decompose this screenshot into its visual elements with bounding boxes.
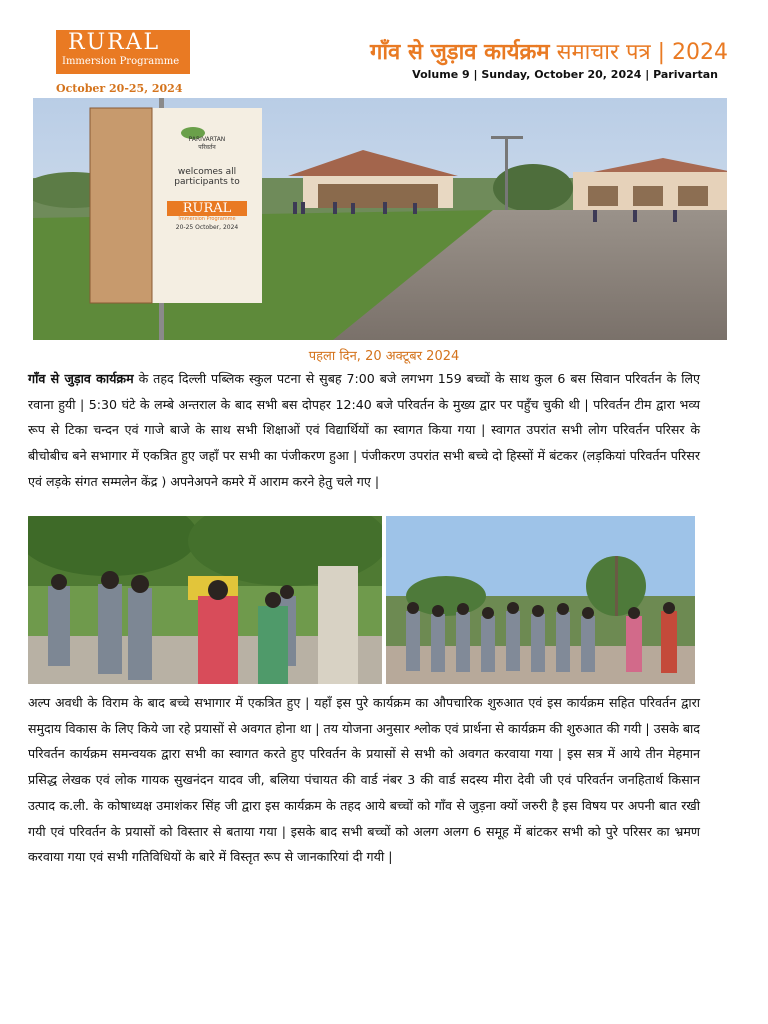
group-photo: [386, 516, 695, 684]
article-paragraph-2: अल्प अवधी के विराम के बाद बच्चे सभागार में एकत्रित हुए | यहाँ इस पुरे कार्यक्रम का औपचारिक शुरुआत एवं इस कार्यक्रम सहित परिवर्तन द्वारा समुदाय विकास के लिए किये जा रहे प्रयासों से अवगत होना था | तय योजना अनुसार श्लोक एवं प्रार्थना से कार्यक्रम की शुरुआत की गयी | उसके बाद परिवर्तन कार्यक्रम समन्वयक द्वारा सभी का स्वागत करते हुए परिवर्तन के प्रयासों से सभी को अवगत करवाया गया | इस सत्र में आये तीन मेहमान प्रसिद्ध लेखक एवं लोक गायक सुखनंदन यादव जी, बलिया पंचायत की वार्ड नंबर 3 की वार्ड सदस्य मीरा देवी जी एवं परिवर्तन जनहितार्थ किसान उत्पाद क.ली. के कोषाध्यक्ष उमाशंकर सिंह जी द्वारा इस कार्यक्रम के तहद आये बच्चों को गाँव से जुड़ना क्यों जरुरी है इस विषय पर अपनी बात रखी गयी एवं परिवर्तन के प्रयासों को विस्तार से बताया गया | इसके बाद सभी बच्चों को अलग अलग 6 समूह में बांटकर सभी को पुरे परिसर का भ्रमण करवाया गया एवं सभी गतिविधियों के बारे में विस्तृत रूप से जानकारियां दी गयी |: [28, 695, 700, 865]
banner-program-sub: Immersion Programme: [178, 216, 236, 222]
rural-logo: [56, 30, 190, 74]
banner-org-name: PARIVARTAN: [188, 136, 226, 143]
hero-photo: [33, 98, 727, 340]
day-heading: पहला दिन, 20 अक्टूबर 2024: [308, 349, 460, 364]
program-dates: October 20-25, 2024: [56, 82, 183, 95]
newsletter-title: [370, 36, 728, 66]
banner-program-title: RURAL: [167, 201, 247, 216]
title-rest: समाचार पत्र | 2024: [556, 40, 728, 65]
banner-program-dates: 20-25 October, 2024: [175, 224, 239, 231]
banner-welcome: welcomes all: [177, 167, 237, 177]
article-paragraph-1: [28, 366, 700, 495]
welcome-photo: [28, 516, 382, 684]
volume-line: Volume 9 | Sunday, October 20, 2024 | Parivartan: [412, 68, 718, 81]
welcome-banner: [153, 118, 261, 231]
banner-participants: participants to: [174, 177, 240, 187]
logo-sub-text: Immersion Programme: [62, 56, 180, 67]
banner-org-sub: परिवर्तन: [198, 144, 216, 151]
paragraph-1-body: के तहद दिल्ली पब्लिक स्कुल पटना से सुबह 7:00 बजे लगभग 159 बच्चों के साथ कुल 6 बस सिवान परिवर्तन के लिए रवाना हुयी | 5:30 घंटे के लम्बे अन्तराल के बाद सभी बस दोपहर 12:40 बजे परिवर्तन के मुख्य द्वार पर पहुँच चुकी थी | परिवर्तन टीम द्वारा भव्य रूप से टिका चन्दन एवं गाजे बाजे के साथ सभी शिक्षाओं एवं विद्यार्थियों का स्वागत किया गया | स्वागत उपरांत सभी लोग परिवर्तन परिसर के बीचोबीच बने सभागार में एकत्रित हुए जहाँ पर सभी का पंजीकरण हुआ | पंजीकरण उपरांत सभी बच्चे दो हिस्सों में बंटकर (लड़कियां परिवर्तन परिसर एवं लड़के संगत सम्मलेन केंद्र ) अपनेअपने कमरे में आराम करने हेतु चले गए |: [28, 371, 700, 489]
paragraph-lead: गाँव से जुड़ाव कार्यक्रम: [28, 371, 134, 386]
title-program: गाँव से जुड़ाव कार्यक्रम: [369, 40, 550, 65]
logo-main-text: RURAL: [68, 30, 161, 55]
